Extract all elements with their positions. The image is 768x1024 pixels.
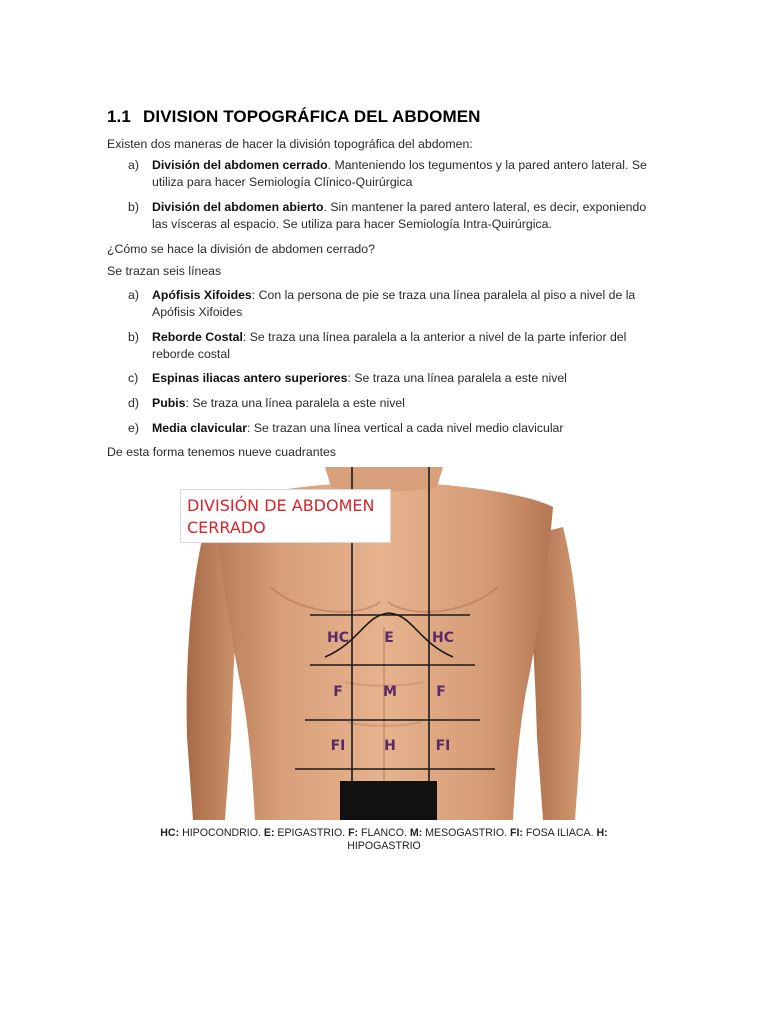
method-item-closed [128,157,660,191]
caption-key: F: [348,827,359,839]
intro-paragraph: Existen dos maneras de hacer la división topográfica del abdomen: [107,137,473,151]
region-fi-left: FI [330,738,346,754]
method-term: División del abdomen cerrado [152,158,328,172]
conclusion-paragraph: De esta forma tenemos nueve cuadrantes [107,445,336,459]
section-number: 1.1 [107,107,131,126]
list-marker: d) [128,396,139,410]
method-text: . Manteniendo los tegumentos y la pared antero lateral. Se [327,158,647,172]
line-term: Espinas iliacas antero superiores [152,371,348,385]
caption-value: FLANCO. [358,827,410,839]
figure-title-box [180,489,391,543]
line-text: : Se traza una línea paralela a este nivel [347,371,567,385]
list-marker: b) [128,200,139,214]
line-item-reborde-costal [128,329,660,363]
line-text: : Se traza una línea paralela a este nivel [185,396,405,410]
line-term: Apófisis Xifoides [152,288,252,302]
figure-title-line2: CERRADO [187,518,266,537]
figure-caption [107,827,661,853]
caption-key: M: [409,827,423,839]
caption-key: HC: [160,827,180,839]
figure-title-line1: DIVISIÓN DE ABDOMEN [187,496,375,515]
method-text-cont: las vísceras al espacio. Se utiliza para hacer Semiología Intra-Quirúrgica. [152,217,552,231]
caption-line1 [107,827,661,840]
caption-value: EPIGASTRIO. [274,827,349,839]
line-item-pubis [128,395,660,412]
line-text-cont: reborde costal [152,347,230,361]
region-f-right: F [436,684,446,700]
line-item-xifoides [128,287,660,321]
line-text: : Se trazan una línea vertical a cada nivel medio clavicular [247,421,564,435]
caption-key: H: [596,827,608,839]
line-text: : Con la persona de pie se traza una línea paralela al piso a nivel de la [251,288,636,302]
caption-key: FI: [509,827,523,839]
line-text: : Se traza una línea paralela a la anterior a nivel de la parte inferior del [242,330,627,344]
region-hc-right: HC [432,630,454,646]
line-term: Reborde Costal [152,330,243,344]
list-marker: a) [128,158,139,172]
region-e: E [384,630,394,646]
list-marker: c) [128,371,139,385]
list-marker: e) [128,421,139,435]
caption-value: FOSA ILIACA. [522,827,597,839]
list-marker: b) [128,330,139,344]
caption-value: MESOGASTRIO. [422,827,510,839]
section-heading [107,107,481,127]
method-item-open [128,199,660,233]
region-h: H [384,738,396,754]
region-f-left: F [333,684,343,700]
method-term: División del abdomen abierto [152,200,324,214]
lines-intro: Se trazan seis líneas [107,264,222,278]
method-text-cont: utiliza para hacer Semiología Clínico-Quirúrgica [152,175,413,189]
line-text-cont: Apófisis Xifoides [152,305,243,319]
region-hc-left: HC [327,630,349,646]
caption-key: E: [263,827,275,839]
line-term: Media clavicular [152,421,248,435]
caption-line2: HIPOGASTRIO [347,840,421,852]
region-m: M [383,684,397,700]
line-term: Pubis [152,396,186,410]
region-fi-right: FI [435,738,451,754]
section-title: DIVISION TOPOGRÁFICA DEL ABDOMEN [143,107,481,126]
abdomen-division-figure [175,467,593,820]
line-item-espinas-iliacas [128,370,660,387]
method-text: . Sin mantener la pared antero lateral, es decir, exponiendo [323,200,647,214]
list-marker: a) [128,288,139,302]
line-item-media-clavicular [128,420,660,437]
question-paragraph: ¿Cómo se hace la división de abdomen cerrado? [107,242,375,256]
caption-value: HIPOCONDRIO. [179,827,264,839]
